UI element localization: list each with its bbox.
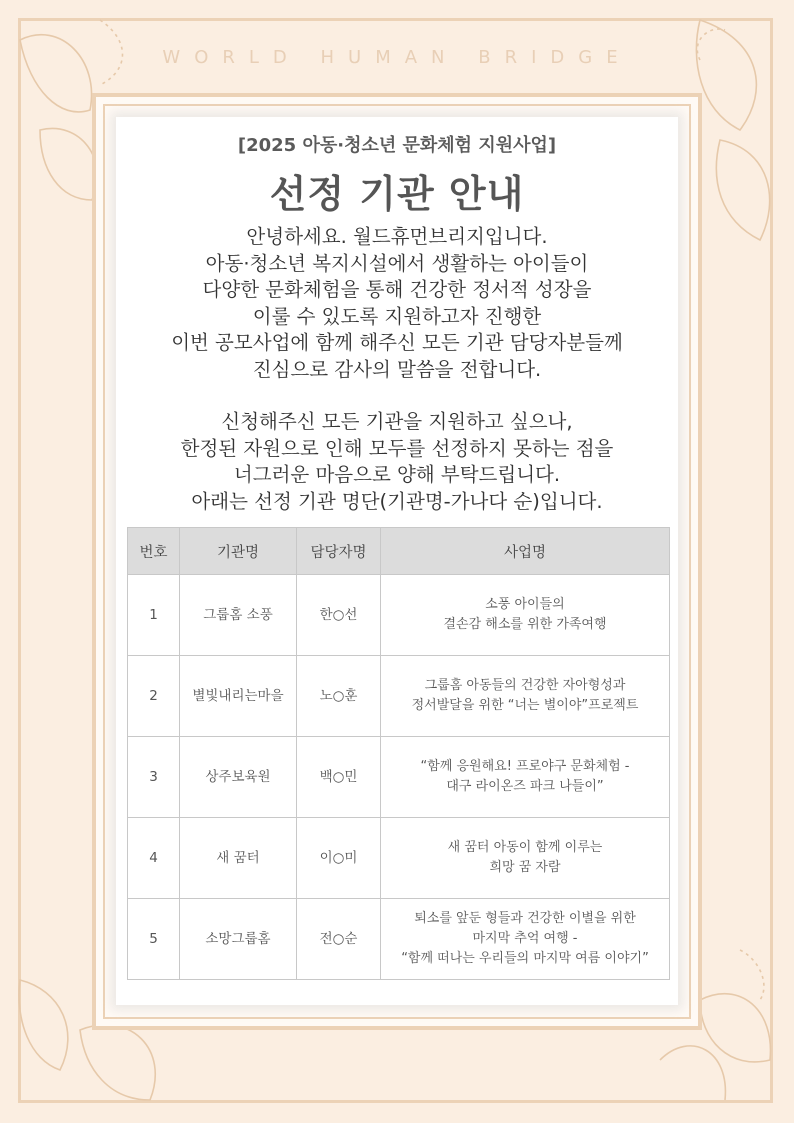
intro-line: 너그러운 마음으로 양해 부탁드립니다. [233, 463, 561, 486]
intro-line: 아동·청소년 복지시설에서 생활하는 아이들이 [205, 251, 589, 275]
project-line: 희망 꿈 자람 [489, 860, 561, 875]
intro-line: 안녕하세요. 월드휴먼브리지입니다. [246, 225, 548, 248]
page-title: 선정 기관 안내 [269, 172, 525, 216]
cell-no: 2 [128, 656, 180, 737]
cell-no: 1 [128, 575, 180, 656]
header-org: 기관명 [180, 528, 297, 575]
project-line: 정서발달을 위한 “너는 별이야”프로젝트 [411, 698, 639, 713]
intro-line: 이룰 수 있도록 지원하고자 진행한 [252, 304, 542, 328]
intro-line: 다양한 문화체험을 통해 건강한 정서적 성장을 [202, 278, 592, 301]
intro-line: 이번 공모사업에 함께 해주신 모든 기관 담당자분들께 [171, 331, 623, 354]
project-line: 소풍 아이들의 [485, 597, 565, 612]
cell-project [381, 656, 670, 737]
table-header-row [128, 528, 670, 575]
table-row [128, 575, 670, 656]
project-line: “함께 떠나는 우리들의 마지막 여름 이야기” [401, 951, 649, 966]
project-line: 결손감 해소를 위한 가족여행 [443, 617, 607, 632]
intro-line: 한정된 자원으로 인해 모두를 선정하지 못하는 점을 [180, 436, 614, 460]
cell-contact: 백○민 [297, 737, 381, 818]
cell-contact: 이○미 [297, 818, 381, 899]
selection-table [127, 527, 670, 980]
cell-no: 4 [128, 818, 180, 899]
cell-contact: 전○순 [297, 899, 381, 980]
header-contact: 담당자명 [297, 528, 381, 575]
header-project: 사업명 [381, 528, 670, 575]
cell-no: 3 [128, 737, 180, 818]
table-row [128, 899, 670, 980]
project-line: “함께 응원해요! 프로야구 문화체험 - [420, 759, 630, 774]
project-line: 새 꿈터 아동이 함께 이루는 [447, 840, 603, 855]
cell-contact: 노○훈 [297, 656, 381, 737]
table-row [128, 818, 670, 899]
header-no: 번호 [128, 528, 180, 575]
table-row [128, 737, 670, 818]
intro-text [120, 224, 674, 515]
intro-line: 아래는 선정 기관 명단(기관명-가나다 순)입니다. [191, 489, 603, 513]
project-line: 마지막 추억 여행 - [472, 931, 578, 946]
intro-line: 신청해주신 모든 기관을 지원하고 싶으나, [221, 410, 573, 433]
subtitle: [2025 아동·청소년 문화체험 지원사업] [237, 135, 557, 156]
cell-project [381, 737, 670, 818]
cell-no: 5 [128, 899, 180, 980]
cell-org: 소망그룹홈 [180, 899, 297, 980]
cell-org: 새 꿈터 [180, 818, 297, 899]
project-line: 퇴소를 앞둔 형들과 건강한 이별을 위한 [414, 911, 636, 926]
project-line: 그룹홈 아동들의 건강한 자아형성과 [424, 678, 626, 693]
cell-org: 상주보육원 [180, 737, 297, 818]
table-row [128, 656, 670, 737]
cell-org: 그룹홈 소풍 [180, 575, 297, 656]
project-line: 대구 라이온즈 파크 나들이” [446, 779, 604, 794]
intro-line: 진심으로 감사의 말씀을 전합니다. [252, 357, 542, 381]
cell-project [381, 818, 670, 899]
brand-text: WORLD HUMAN BRIDGE [162, 47, 632, 68]
cell-contact: 한○선 [297, 575, 381, 656]
cell-project [381, 575, 670, 656]
cell-org: 별빛내리는마을 [180, 656, 297, 737]
cell-project [381, 899, 670, 980]
